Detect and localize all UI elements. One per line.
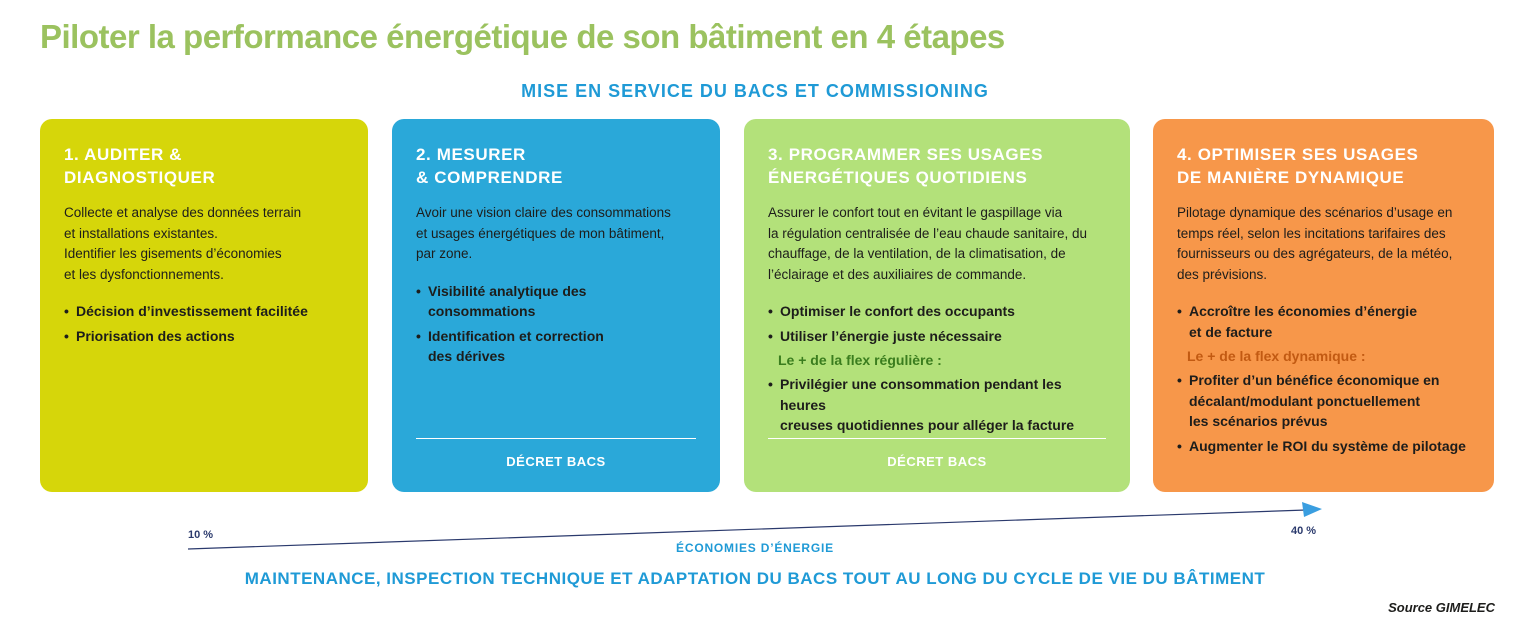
step-description: Pilotage dynamique des scénarios d’usage en temps réel, selon les incitations tarifaires des fournisseurs ou des agrégateurs, de la météo, des prévisions. — [1177, 205, 1453, 282]
maintenance-banner: MAINTENANCE, INSPECTION TECHNIQUE ET ADAPTATION DU BACS TOUT AU LONG DU CYCLE DE VIE DU BÂTIMENT — [244, 569, 1266, 588]
page-title: Piloter la performance énergétique de son bâtiment en 4 étapes — [40, 18, 1005, 55]
benefit-item: • Utiliser l’énergie juste nécessaire — [768, 326, 1106, 347]
step-title: 2. MESURER & COMPRENDRE — [416, 145, 563, 187]
step-description: Avoir une vision claire des consommations et usages énergétiques de mon bâtiment, par zone. — [416, 205, 671, 261]
flex-benefit-item: • Augmenter le ROI du système de pilotage — [1177, 436, 1470, 457]
decret-bacs-label: DÉCRET BACS — [887, 454, 987, 469]
source-credit: Source GIMELEC — [1388, 600, 1495, 615]
savings-end-percent: 40 % — [1291, 525, 1317, 537]
step-title: 3. PROGRAMMER SES USAGES ÉNERGÉTIQUES QUOTIDIENS — [768, 145, 1044, 187]
step-title: 1. AUDITER & DIAGNOSTIQUER — [64, 145, 216, 187]
savings-arrow-head — [1302, 502, 1322, 517]
savings-start-percent: 10 % — [188, 529, 214, 541]
flex-label: Le + de la flex régulière : — [778, 352, 942, 368]
flex-benefit-item: • Profiter d’un bénéfice économique en décalant/modulant ponctuellement les scénarios prévus — [1177, 370, 1470, 432]
flex-benefit-item: • Privilégier une consommation pendant les heures creuses quotidiennes pour alléger la facture — [768, 374, 1106, 436]
savings-label: ÉCONOMIES D’ÉNERGIE — [676, 541, 834, 555]
decret-bacs-label: DÉCRET BACS — [506, 454, 606, 469]
benefit-item: • Optimiser le confort des occupants — [768, 301, 1106, 322]
step-title: 4. OPTIMISER SES USAGES DE MANIÈRE DYNAMIQUE — [1177, 145, 1419, 187]
benefit-item: • Décision d’investissement facilitée — [64, 301, 344, 322]
step-description: Collecte et analyse des données terrain et installations existantes. Identifier les gisements d’économies et les dysfonctionnements. — [64, 205, 302, 282]
benefit-item: • Priorisation des actions — [64, 326, 344, 347]
benefit-item: • Identification et correction des dérives — [416, 326, 696, 367]
commissioning-heading: MISE EN SERVICE DU BACS ET COMMISSIONING — [521, 81, 989, 101]
benefit-item: • Accroître les économies d’énergie et de facture — [1177, 301, 1470, 342]
benefit-item: • Visibilité analytique des consommations — [416, 281, 696, 322]
step-description: Assurer le confort tout en évitant le gaspillage via la régulation centralisée de l’eau chaude sanitaire, du chauffage, de la ventilation, de la climatisation, de l’éclairage et des auxiliaires de commande. — [768, 205, 1087, 282]
flex-label: Le + de la flex dynamique : — [1187, 348, 1366, 364]
